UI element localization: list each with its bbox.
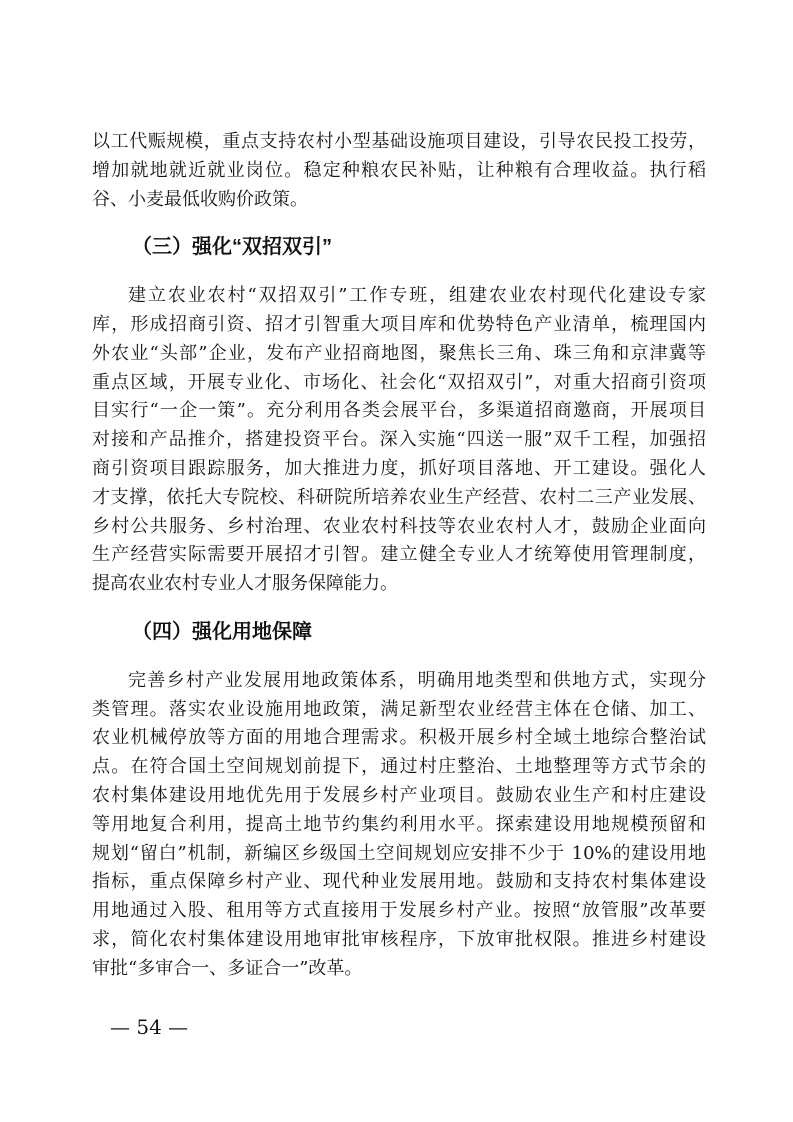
text-line: 乡村公共服务、乡村治理、农业农村科技等农业农村人才，鼓励企业面向	[92, 515, 706, 537]
text-line: 完善乡村产业发展用地政策体系，明确用地类型和供地方式，实现分	[128, 669, 706, 691]
text-line: 以工代赈规模，重点支持农村小型基础设施项目建设，引导农民投工投劳，	[92, 131, 706, 152]
text-line: 才支撑，依托大专院校、科研院所培养农业生产经营、农村二三产业发展、	[92, 486, 706, 508]
text-line: 类管理。落实农业设施用地政策，满足新型农业经营主体在仓储、加工、	[92, 698, 706, 720]
text-line: 指标，重点保障乡村产业、现代种业发展用地。鼓励和支持农村集体建设	[92, 871, 706, 893]
text-line: 农业机械停放等方面的用地合理需求。积极开展乡村全域土地综合整治试	[92, 727, 706, 749]
text-line: 求，简化农村集体建设用地审批审核程序，下放审批权限。推进乡村建设	[92, 928, 706, 950]
text-line: 对接和产品推介，搭建投资平台。深入实施“四送一服”双千工程，加强招	[92, 429, 706, 451]
section-heading: （四）强化用地保障	[132, 620, 312, 643]
text-line: 审批“多审合一、多证合一”改革。	[92, 957, 363, 979]
text-line: 建立农业农村“双招双引”工作专班，组建农业农村现代化建设专家	[128, 285, 706, 307]
text-line: 点。在符合国土空间规划前提下，通过村庄整治、土地整理等方式节余的	[92, 756, 706, 778]
text-line: 农村集体建设用地优先用于发展乡村产业项目。鼓励农业生产和村庄建设	[92, 784, 706, 806]
text-line: 谷、小麦最低收购价政策。	[92, 188, 308, 210]
document-body	[92, 128, 706, 984]
text-line: 目实行“一企一策”。充分利用各类会展平台，多渠道招商邀商，开展项目	[92, 400, 706, 422]
text-line: 提高农业农村专业人才服务保障能力。	[92, 573, 398, 595]
paragraph	[92, 667, 706, 984]
page-number: — 54 —	[110, 1015, 189, 1039]
text-line: 外农业“头部”企业，发布产业招商地图，聚焦长三角、珠三角和京津冀等	[92, 342, 706, 364]
text-line: 重点区域，开展专业化、市场化、社会化“双招双引”，对重大招商引资项	[92, 371, 706, 393]
text-line: 等用地复合利用，提高土地节约集约利用水平。探索建设用地规模预留和	[92, 813, 706, 835]
text-line: 规划“留白”机制，新编区乡级国土空间规划应安排不少于 10%的建设用地	[92, 842, 706, 864]
text-line: 增加就地就近就业岗位。稳定种粮农民补贴，让种粮有合理收益。执行稻	[92, 159, 706, 181]
text-line: 生产经营实际需要开展招才引智。建立健全专业人才统筹使用管理制度，	[92, 544, 706, 566]
text-line: 用地通过入股、租用等方式直接用于发展乡村产业。按照“放管服”改革要	[92, 900, 706, 922]
section-heading: （三）强化“双招双引”	[132, 236, 332, 259]
paragraph	[92, 282, 706, 599]
text-line: 商引资项目跟踪服务，加大推进力度，抓好项目落地、开工建设。强化人	[92, 457, 706, 479]
text-line: 库，形成招商引资、招才引智重大项目库和优势特色产业清单，梳理国内	[92, 313, 706, 335]
paragraph	[92, 128, 706, 214]
